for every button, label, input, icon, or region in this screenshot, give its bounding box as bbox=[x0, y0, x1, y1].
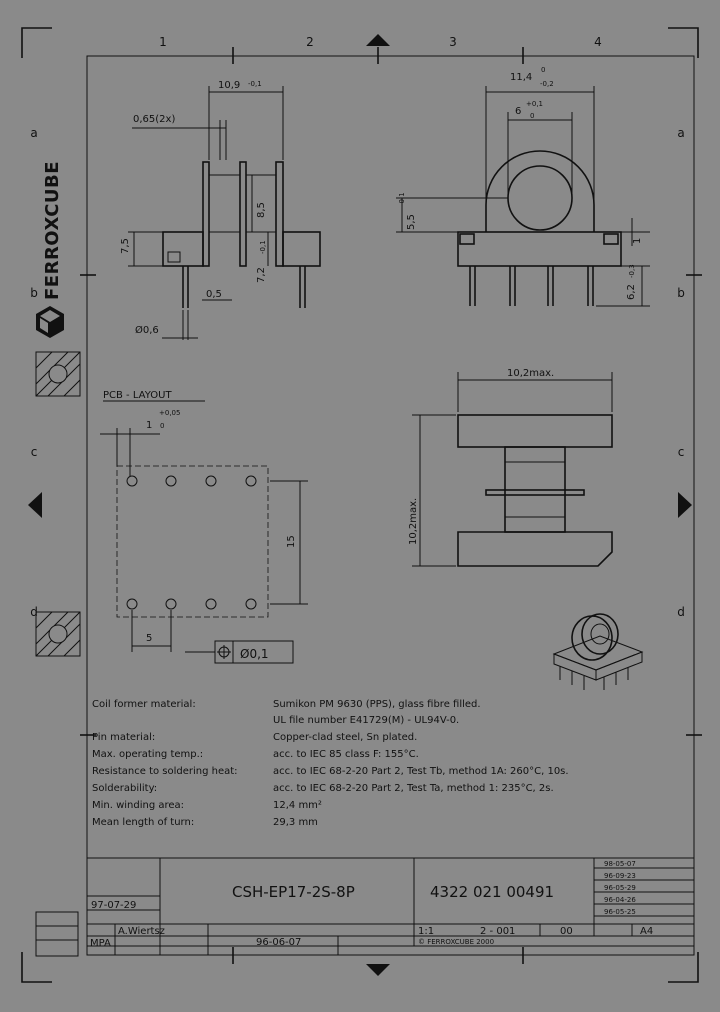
spec-value-4: acc. to IEC 68-2-20 Part 2, Test Tb, method 1A: 260°C, 10s. bbox=[273, 766, 569, 777]
front-width-dim: 10,9 bbox=[218, 80, 241, 91]
spec-label-4: Resistance to soldering heat: bbox=[92, 766, 238, 777]
pcb-pitch-tol-top: +0,05 bbox=[159, 409, 181, 417]
side-pin-length: 6,2 bbox=[626, 284, 637, 300]
side-view bbox=[396, 66, 650, 306]
pcb-spacing-dim: 15 bbox=[286, 535, 297, 548]
centering-arrows bbox=[28, 34, 692, 976]
top-height-dim: 10,2max. bbox=[408, 497, 419, 545]
row-label-a-left: a bbox=[30, 126, 38, 140]
cube-icon bbox=[36, 306, 64, 338]
front-flange-tol: -0,1 bbox=[259, 240, 267, 254]
row-label-c-right: c bbox=[677, 445, 685, 459]
row-label-d-left: d bbox=[30, 605, 38, 619]
front-width-tol: -0,1 bbox=[248, 80, 262, 88]
side-outer-tol-bot: -0,2 bbox=[540, 80, 554, 88]
row-label-c-left: c bbox=[30, 445, 38, 459]
side-outer-tol-top: 0 bbox=[541, 66, 546, 74]
corner-marks bbox=[22, 28, 698, 982]
spec-value-0: Sumikon PM 9630 (PPS), glass fibre filled. bbox=[273, 699, 481, 710]
side-center-tol: -0,1 bbox=[398, 192, 406, 206]
revision-1: 96-09-23 bbox=[604, 872, 636, 880]
spec-value-7: 29,3 mm bbox=[273, 817, 318, 828]
scale: 1:1 bbox=[418, 926, 435, 937]
front-pin-diameter: Ø0,6 bbox=[135, 325, 159, 336]
front-gap-dim: 0,5 bbox=[206, 289, 222, 300]
revision-3: 96-04-26 bbox=[604, 896, 636, 904]
front-view bbox=[120, 80, 320, 340]
left-center-arrow bbox=[28, 492, 42, 518]
pcb-pin-pitch: 5 bbox=[146, 633, 153, 644]
row-label-a-right: a bbox=[677, 126, 685, 140]
spec-label-3: Max. operating temp.: bbox=[92, 749, 204, 760]
brand-name: FERROXCUBE bbox=[42, 160, 63, 300]
pcb-layout bbox=[100, 390, 308, 663]
row-label-d-right: d bbox=[677, 605, 685, 619]
side-pin-tol: -0,3 bbox=[628, 264, 636, 278]
col-label-1: 1 bbox=[159, 35, 167, 49]
pcb-title: PCB - LAYOUT bbox=[103, 390, 172, 401]
projection-symbol-top bbox=[36, 352, 80, 396]
revision-4: 96-05-25 bbox=[604, 908, 636, 916]
copyright: © FERROXCUBE 2000 bbox=[418, 938, 495, 946]
row-label-b-right: b bbox=[677, 286, 685, 300]
top-center-arrow bbox=[366, 34, 390, 46]
side-inner-tol-top: +0,1 bbox=[526, 100, 543, 108]
side-small-dim: 1 bbox=[632, 237, 643, 244]
col-label-3: 3 bbox=[449, 35, 457, 49]
side-inner-dim: 6 bbox=[515, 106, 522, 117]
spec-value-3: acc. to IEC 85 class F: 155°C. bbox=[273, 749, 419, 760]
date-approved: 97-07-29 bbox=[91, 900, 137, 911]
spec-label-0: Coil former material: bbox=[92, 699, 196, 710]
spec-label-7: Mean length of turn: bbox=[92, 817, 195, 828]
title-block bbox=[36, 858, 694, 956]
revision-2: 96-05-29 bbox=[604, 884, 636, 892]
right-center-arrow bbox=[678, 492, 692, 518]
top-view bbox=[408, 368, 612, 566]
spec-table bbox=[92, 699, 569, 828]
pcb-pitch-dim: 1 bbox=[146, 420, 153, 431]
issue: 00 bbox=[560, 926, 573, 937]
code: 2 - 001 bbox=[480, 926, 516, 937]
spec-value-5: acc. to IEC 68-2-20 Part 2, Test Ta, method 1: 235°C, 2s. bbox=[273, 783, 554, 794]
revision-0: 98-05-07 bbox=[604, 860, 636, 868]
side-outer-dim: 11,4 bbox=[510, 72, 533, 83]
front-pin-thickness: 0,65(2x) bbox=[133, 114, 176, 125]
mpa-label: MPA bbox=[90, 938, 111, 949]
side-inner-tol-bot: 0 bbox=[530, 112, 535, 120]
front-core-dim: 8,5 bbox=[256, 202, 267, 218]
spec-label-6: Min. winding area: bbox=[92, 800, 185, 811]
isometric-view bbox=[554, 614, 642, 690]
spec-value-2: Copper-clad steel, Sn plated. bbox=[273, 732, 418, 743]
bottom-center-arrow bbox=[366, 964, 390, 976]
drawn-by: A.Wiertsz bbox=[118, 926, 165, 937]
spec-label-2: Pin material: bbox=[92, 732, 156, 743]
spec-value-6: 12,4 mm² bbox=[273, 800, 322, 811]
pcb-holes bbox=[127, 476, 256, 609]
pcb-pitch-tol-bot: 0 bbox=[160, 422, 165, 430]
spec-label-5: Solderability: bbox=[92, 783, 158, 794]
front-flange-dim: 7,2 bbox=[256, 267, 267, 283]
col-label-2: 2 bbox=[306, 35, 314, 49]
front-height-dim: 7,5 bbox=[120, 238, 131, 254]
date-drawn: 96-06-07 bbox=[256, 937, 302, 948]
sheet-format: A4 bbox=[640, 926, 654, 937]
row-label-b-left: b bbox=[30, 286, 38, 300]
pcb-tolerance: Ø0,1 bbox=[240, 647, 269, 661]
spec-value-1: UL file number E41729(M) - UL94V-0. bbox=[273, 715, 460, 726]
projection-symbol-bottom bbox=[36, 612, 80, 656]
top-width-dim: 10,2max. bbox=[507, 368, 555, 379]
part-number: 4322 021 00491 bbox=[430, 883, 555, 901]
side-center-dim: 5,5 bbox=[406, 214, 417, 230]
part-name: CSH-EP17-2S-8P bbox=[232, 883, 355, 901]
col-label-4: 4 bbox=[594, 35, 602, 49]
brand-logo bbox=[36, 161, 64, 338]
